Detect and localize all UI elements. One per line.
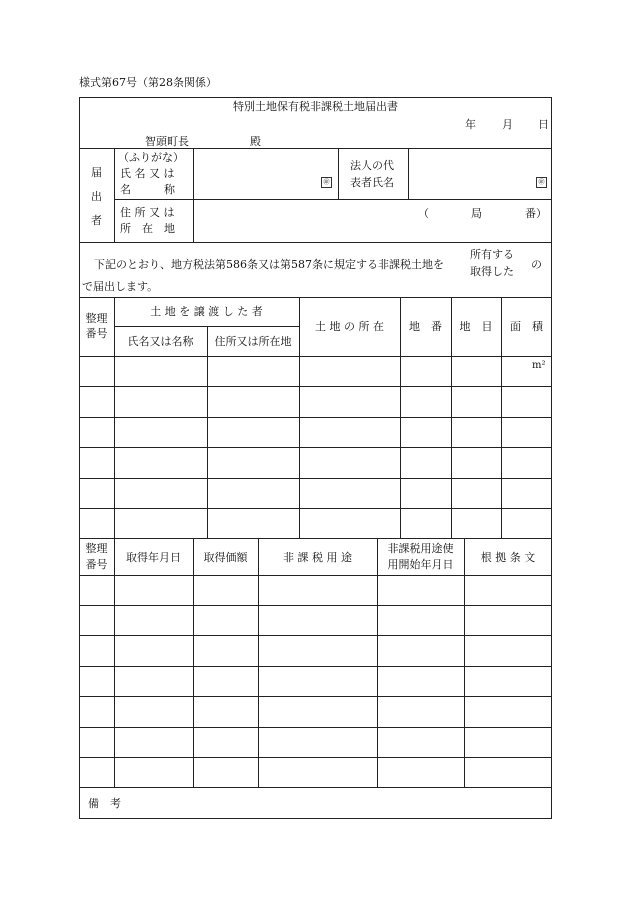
rep-seal-icon: ㊞ [536, 177, 547, 188]
date-day: 日 [538, 118, 549, 131]
date-year: 年 [465, 118, 476, 131]
corp-rep-label-line1: 法人の代 [350, 159, 394, 172]
table2-basis-header: 根 拠 条 文 [480, 551, 536, 564]
address-label-line1: 住 所 又 は [120, 206, 175, 219]
applicant-name-divider [338, 148, 339, 199]
table2-col-line [114, 538, 115, 787]
table2-header-bottom [79, 575, 552, 576]
statement-line2: で届出します。 [82, 280, 159, 293]
table2-row-line [79, 727, 552, 728]
statement-option-acquire: 取得した [470, 265, 514, 278]
statement-line1: 下記のとおり、地方税法第586条又は第587条に規定する非課税土地を [94, 258, 444, 271]
table1-transferor-address-header: 住所又は所在地 [214, 335, 292, 348]
frame-right [551, 97, 552, 819]
phone-bureau: 局 [471, 207, 482, 220]
applicant-rep-divider [408, 148, 409, 199]
table1-ref-no-line1: 整理 [85, 312, 108, 325]
table2-use-start-line1: 非課税用途使 [387, 542, 454, 555]
table1-category-header: 地 目 [459, 320, 493, 333]
date-month: 月 [502, 118, 513, 131]
table1-lot-no-header: 地 番 [409, 320, 442, 333]
remarks-label: 備 考 [88, 797, 121, 810]
form-title: 特別土地保有税非課税土地届出書 [233, 100, 398, 113]
table2-acq-price-header: 取得価額 [203, 551, 248, 564]
table1-ref-no-line2: 番号 [85, 327, 108, 340]
table1-col-line [299, 297, 300, 538]
phone-open: （ [418, 207, 429, 220]
table1-col-line [501, 297, 502, 538]
name-label-line1: 氏 名 又 は [120, 167, 175, 180]
applicant-side-label-3: 者 [91, 214, 102, 227]
corp-rep-label-line2: 表者氏名 [350, 176, 394, 189]
form-id: 様式第67号（第28条関係） [79, 76, 217, 89]
applicant-mid [114, 199, 552, 200]
table1-transferor-name-header: 氏名又は名称 [127, 335, 194, 348]
applicant-top [79, 148, 552, 149]
table1-area-unit: m² [532, 360, 546, 371]
table1-col-line [451, 297, 452, 538]
table1-location-header: 土 地 の 所 在 [315, 320, 384, 333]
table1-row-line [79, 386, 552, 387]
applicant-side-label-2: 出 [91, 190, 102, 203]
frame-left [79, 97, 80, 819]
table2-ref-no-line1: 整理 [85, 542, 108, 555]
statement-particle: の [531, 258, 542, 271]
table1-col-line [207, 326, 208, 538]
frame-top [79, 97, 552, 98]
phone-close: 番） [525, 207, 547, 220]
table2-use-header: 非 課 税 用 途 [283, 551, 352, 564]
table1-row-line [79, 508, 552, 509]
statement-option-own: 所有する [470, 248, 514, 261]
table1-row-line [79, 478, 552, 479]
table1-transferor-header: 土 地 を 譲 渡 し た 者 [150, 305, 263, 318]
address-label-line2: 所 在 地 [120, 222, 175, 235]
table2-row-line [79, 666, 552, 667]
table2-col-line [258, 538, 259, 787]
table2-col-line [377, 538, 378, 787]
addressee-honorific: 殿 [250, 135, 261, 148]
table1-header-bottom [79, 356, 552, 357]
furigana-label: （ふりがな） [118, 151, 184, 164]
table2-col-line [464, 538, 465, 787]
table2-row-line [79, 605, 552, 606]
table1-row-line [79, 447, 552, 448]
table2-row-line [79, 696, 552, 697]
table2-ref-no-line2: 番号 [85, 558, 108, 571]
table1-col-line [400, 297, 401, 538]
table1-row-line [79, 417, 552, 418]
table2-bottom [79, 787, 552, 788]
table1-top [79, 297, 552, 298]
table2-row-line [79, 635, 552, 636]
table1-col-line [114, 297, 115, 538]
table1-bottom [79, 538, 552, 539]
frame-bottom [79, 818, 552, 819]
addressee-mayor: 智頭町長 [145, 135, 189, 148]
table2-use-start-line2: 用開始年月日 [387, 558, 454, 571]
table2-col-line [193, 538, 194, 787]
table1-area-header: 面 積 [510, 320, 543, 333]
table2-acq-date-header: 取得年月日 [126, 551, 181, 564]
name-seal-icon: ㊞ [321, 177, 332, 188]
applicant-sidebar-divider [114, 148, 115, 242]
applicant-bottom [79, 242, 552, 243]
name-label-line2: 名 称 [120, 183, 175, 196]
applicant-side-label-1: 届 [91, 166, 102, 179]
applicant-label-divider [193, 148, 194, 242]
table2-row-line [79, 757, 552, 758]
